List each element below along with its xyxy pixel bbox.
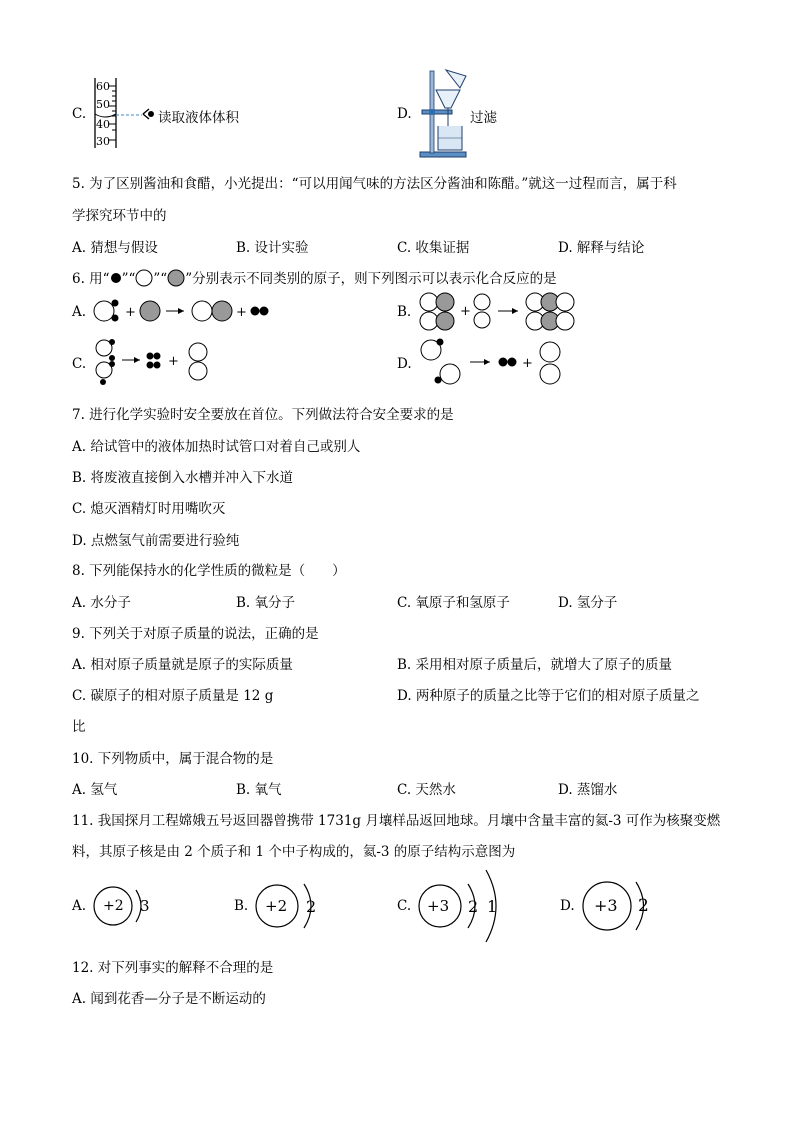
q4-c-scale-60: 60	[96, 80, 110, 93]
q11-option-b-label[interactable]: B.	[234, 898, 249, 914]
q11-option-a-label[interactable]: A.	[72, 898, 87, 914]
black-atom-icon	[110, 272, 122, 284]
q4-c-scale-50: 50	[96, 98, 110, 111]
eye-icon	[142, 108, 156, 120]
q11-stem-line1: 11. 我国探月工程嫦娥五号返回器曾携带 1731g 月壤样品返回地球。月壤中含量丰富的氦-3 可作为核聚变燃	[72, 813, 721, 829]
q12-stem: 12. 对下列事实的解释不合理的是	[72, 960, 274, 976]
q10-stem: 10. 下列物质中，属于混合物的是	[72, 751, 274, 767]
q7-option-d[interactable]: D. 点燃氢气前需要进行验纯	[72, 533, 240, 549]
q7-stem: 7. 进行化学实验时安全要放在首位。下列做法符合安全要求的是	[72, 407, 454, 423]
q5-option-c[interactable]: C. 收集证据	[397, 240, 470, 256]
q8-option-a[interactable]: A. 水分子	[72, 595, 131, 611]
q11-option-c-label[interactable]: C.	[397, 898, 412, 914]
q7-option-a[interactable]: A. 给试管中的液体加热时试管口对着自己或别人	[72, 439, 361, 455]
q10-option-d[interactable]: D. 蒸馏水	[558, 782, 618, 798]
q8-option-d[interactable]: D. 氢分子	[558, 595, 618, 611]
q6-stem: 6. 用“ ”“ ”“ ”分别表示不同类别的原子，则下列图示可以表示化合反应的是	[72, 271, 557, 287]
svg-text:+: +	[522, 356, 533, 371]
q5-stem-line2: 学探究环节中的	[72, 208, 167, 224]
q11-d-nucleus: +3	[594, 896, 618, 915]
q6-option-b-label[interactable]: B.	[397, 304, 412, 320]
q11-d-shell-1: 2	[638, 896, 649, 916]
q12-option-a[interactable]: A. 闻到花香—分子是不断运动的	[72, 991, 266, 1007]
q9-option-d[interactable]: D. 两种原子的质量之比等于它们的相对原子质量之	[397, 688, 700, 704]
white-atom-icon	[135, 269, 153, 287]
q4-c-label: C.	[72, 106, 87, 122]
q11-c-shell-2: 1	[487, 897, 498, 916]
filtration-apparatus-icon	[418, 68, 478, 158]
q11-option-d-label[interactable]: D.	[560, 898, 575, 914]
q9-option-c[interactable]: C. 碳原子的相对原子质量是 12 g	[72, 688, 274, 704]
q11-a-nucleus: +2	[103, 898, 124, 914]
q4-d-text: 过滤	[470, 110, 497, 126]
q4-d-label: D.	[397, 106, 412, 122]
q8-option-b[interactable]: B. 氧分子	[236, 595, 296, 611]
q5-stem-line1: 5. 为了区别酱油和食醋，小光提出：“可以用闻气味的方法区分酱油和陈醋。”就这一过程而言，属于科	[72, 176, 677, 192]
q11-c-shell-1: 2	[468, 897, 479, 916]
q6-option-a-diagram[interactable]	[92, 296, 282, 326]
q7-option-c[interactable]: C. 熄灭酒精灯时用嘴吹灭	[72, 501, 226, 517]
gray-atom-icon	[167, 269, 185, 287]
q9-option-d-tail: 比	[72, 719, 86, 735]
q7-option-b[interactable]: B. 将废液直接倒入水槽并冲入下水道	[72, 470, 294, 486]
q10-option-c[interactable]: C. 天然水	[397, 782, 456, 798]
q4-c-scale-30: 30	[96, 135, 110, 148]
q11-b-shell-1: 2	[306, 897, 317, 916]
q6-option-d-diagram[interactable]	[418, 336, 578, 388]
q5-option-b[interactable]: B. 设计实验	[236, 240, 309, 256]
svg-text:+: +	[125, 305, 136, 320]
q11-a-shell-1: 3	[140, 897, 150, 915]
q4-c-text: 读取液体体积	[158, 110, 239, 126]
q10-option-a[interactable]: A. 氢气	[72, 782, 118, 798]
q11-stem-line2: 料，其原子核是由 2 个质子和 1 个中子构成的，氦-3 的原子结构示意图为	[72, 844, 516, 860]
q8-stem: 8. 下列能保持水的化学性质的微粒是（ ）	[72, 563, 346, 579]
q6-option-c-label[interactable]: C.	[72, 356, 87, 372]
q10-option-b[interactable]: B. 氧气	[236, 782, 282, 798]
q11-c-nucleus: +3	[427, 897, 450, 915]
q6-option-b-diagram[interactable]	[418, 292, 588, 332]
q6-option-a-label[interactable]: A.	[72, 304, 87, 320]
q8-option-c[interactable]: C. 氧原子和氢原子	[397, 595, 510, 611]
q6-option-d-label[interactable]: D.	[397, 356, 412, 372]
q5-option-d[interactable]: D. 解释与结论	[558, 240, 645, 256]
q6-option-c-diagram[interactable]	[92, 336, 222, 386]
svg-text:+: +	[460, 304, 471, 319]
q9-option-b[interactable]: B. 采用相对原子质量后，就增大了原子的质量	[397, 657, 673, 673]
svg-text:+: +	[168, 354, 179, 369]
q9-option-a[interactable]: A. 相对原子质量就是原子的实际质量	[72, 657, 293, 673]
q4-c-scale-40: 40	[96, 118, 110, 131]
q9-stem: 9. 下列关于对原子质量的说法，正确的是	[72, 626, 319, 642]
q11-b-nucleus: +2	[265, 897, 288, 915]
svg-text:+: +	[236, 305, 247, 320]
q5-option-a[interactable]: A. 猜想与假设	[72, 240, 158, 256]
